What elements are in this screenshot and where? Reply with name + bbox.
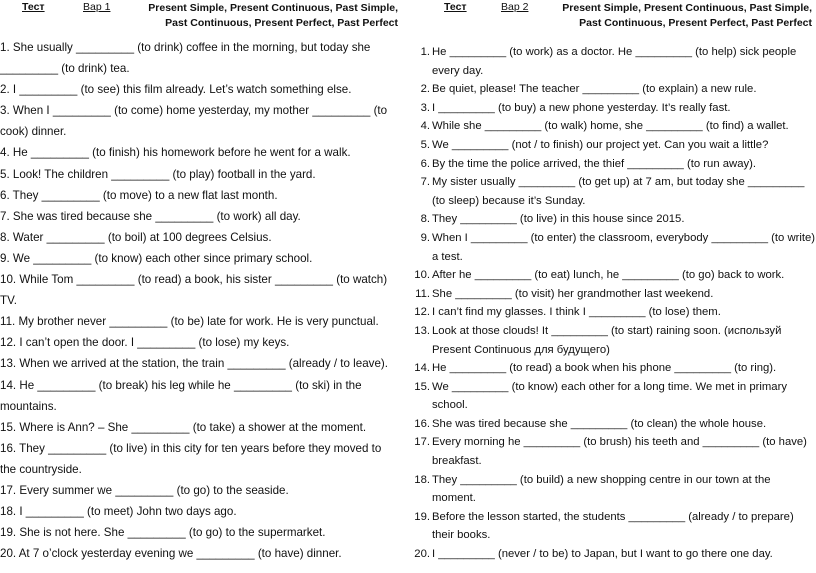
item-number: 9. bbox=[420, 231, 430, 244]
item-text: She _________ (to visit) her grandmother last weekend. bbox=[432, 287, 714, 300]
exercise-item: 1. She usually _________ (to drink) coffee in the morning, but today she _________ (to drink) tea. bbox=[0, 41, 371, 76]
exercise-item bbox=[412, 303, 816, 322]
exercise-item: 11. My brother never _________ (to be) late for work. He is very punctual. bbox=[0, 315, 379, 329]
exercise-item: 4. He _________ (to finish) his homework before he went for a walk. bbox=[0, 146, 351, 160]
item-text: She was tired because she _________ (to clean) the whole house. bbox=[432, 417, 767, 430]
exercise-item: 6. They _________ (to move) to a new flat last month. bbox=[0, 188, 278, 202]
exercise-item: 9. We _________ (to know) each other since primary school. bbox=[0, 251, 313, 265]
exercise-item: 18. I _________ (to meet) John two days ago. bbox=[0, 505, 237, 519]
test-label: Тест bbox=[444, 1, 467, 13]
item-number: 17. bbox=[414, 436, 430, 449]
item-number: 4. bbox=[420, 120, 430, 133]
exercise-item bbox=[412, 359, 816, 378]
item-text: Be quiet, please! The teacher _________ (to explain) a new rule. bbox=[432, 83, 757, 96]
exercise-item: 12. I can’t open the door. I _________ (to lose) my keys. bbox=[0, 336, 290, 350]
item-text: I can’t find my glasses. I think I _________ (to lose) them. bbox=[432, 306, 721, 319]
exercise-item bbox=[412, 229, 816, 266]
item-text: While she _________ (to walk) home, she _________ (to find) a wallet. bbox=[432, 120, 789, 133]
exercise-item: 3. When I _________ (to come) home yesterday, my mother _________ (to cook) dinner. bbox=[0, 104, 388, 139]
exercise-item: 20. At 7 o’clock yesterday evening we _________ (to have) dinner. bbox=[0, 547, 342, 561]
item-number: 14. bbox=[414, 362, 430, 375]
exercise-item: 2. I _________ (to see) this film already. Let’s watch something else. bbox=[0, 83, 352, 97]
exercise-item bbox=[412, 285, 816, 304]
variant-label: Вар 1 bbox=[83, 1, 111, 13]
test-label: Тест bbox=[22, 1, 45, 13]
exercise-item: 13. When we arrived at the station, the train _________ (already / to leave). bbox=[0, 357, 388, 371]
exercise-item: 15. Where is Ann? – She _________ (to take) a shower at the moment. bbox=[0, 420, 367, 434]
item-number: 3. bbox=[420, 101, 430, 114]
item-text: He _________ (to work) as a doctor. He _________ (to help) sick people every day. bbox=[432, 46, 797, 77]
exercise-item bbox=[412, 210, 816, 229]
exercise-item bbox=[412, 117, 816, 136]
item-text: Look at those clouds! It _________ (to start) raining soon. (используй Present Continuous для будущего) bbox=[432, 324, 782, 356]
variant-1-header bbox=[0, 0, 402, 34]
item-text: After he _________ (to eat) lunch, he _________ (to go) back to work. bbox=[432, 269, 785, 282]
variant-label: Вар 2 bbox=[501, 1, 529, 13]
exercise-item bbox=[412, 508, 816, 545]
item-text: They _________ (to build) a new shopping centre in our town at the moment. bbox=[432, 473, 771, 505]
item-number: 10. bbox=[414, 269, 430, 282]
exercise-item: 7. She was tired because she _________ (to work) all day. bbox=[0, 209, 301, 223]
variant-2-column bbox=[412, 0, 816, 561]
exercise-item: 16. They _________ (to live) in this city for ten years before they moved to the countryside. bbox=[0, 441, 382, 476]
exercise-item bbox=[412, 471, 816, 508]
item-number: 13. bbox=[414, 324, 430, 337]
item-number: 1. bbox=[420, 46, 430, 58]
item-number: 20. bbox=[414, 548, 430, 561]
variant-1-exercise-list bbox=[0, 37, 398, 564]
exercise-item: 10. While Tom _________ (to read) a book, his sister _________ (to watch) TV. bbox=[0, 273, 388, 308]
item-text: By the time the police arrived, the thief _________ (to run away). bbox=[432, 157, 757, 170]
exercise-item bbox=[412, 433, 816, 470]
exercise-item: 8. Water _________ (to boil) at 100 degrees Celsius. bbox=[0, 230, 272, 244]
item-text: We _________ (to know) each other for a long time. We met in primary school. bbox=[432, 380, 787, 412]
item-text: Every morning he _________ (to brush) his teeth and _________ (to have) breakfast. bbox=[432, 436, 807, 468]
item-text: We _________ (not / to finish) our project yet. Can you wait a little? bbox=[432, 138, 769, 151]
variant-2-exercise-list bbox=[412, 43, 816, 564]
exercise-item: 19. She is not here. She _________ (to go) to the supermarket. bbox=[0, 526, 326, 540]
exercise-item bbox=[412, 80, 816, 99]
item-number: 7. bbox=[420, 176, 430, 189]
variant-1-title: Present Simple, Present Continuous, Past Simple, Past Continuous, Present Perfect, Past Perfect bbox=[148, 2, 398, 29]
item-number: 18. bbox=[414, 473, 430, 486]
variant-2-header bbox=[412, 0, 816, 34]
exercise-item: 14. He _________ (to break) his leg while he _________ (to ski) in the mountains. bbox=[0, 378, 362, 413]
item-number: 8. bbox=[420, 213, 430, 226]
item-text: They _________ (to live) in this house since 2015. bbox=[432, 213, 685, 226]
item-text: When I _________ (to enter) the classroom, everybody _________ (to write) a test. bbox=[432, 231, 816, 263]
exercise-item: 17. Every summer we _________ (to go) to the seaside. bbox=[0, 483, 289, 497]
item-number: 16. bbox=[414, 417, 430, 430]
item-text: I _________ (never / to be) to Japan, but I want to go there one day. bbox=[432, 548, 773, 561]
item-text: My sister usually _________ (to get up) at 7 am, but today she _________ (to sleep) because it’s Sunday. bbox=[432, 176, 805, 207]
item-number: 11. bbox=[415, 287, 430, 300]
variant-1-column bbox=[0, 0, 402, 561]
variant-2-title: Present Simple, Present Continuous, Past Simple, Past Continuous, Present Perfect, Past Perfect bbox=[562, 2, 812, 29]
exercise-item bbox=[412, 173, 816, 210]
exercise-item bbox=[412, 266, 816, 285]
exercise-item bbox=[412, 136, 816, 155]
exercise-item bbox=[412, 322, 816, 359]
exercise-item bbox=[412, 378, 816, 415]
item-number: 2. bbox=[420, 83, 430, 96]
item-number: 19. bbox=[414, 510, 430, 523]
exercise-item bbox=[412, 43, 816, 80]
exercise-item bbox=[412, 155, 816, 174]
item-number: 6. bbox=[420, 157, 430, 170]
exercise-item bbox=[412, 545, 816, 564]
item-number: 5. bbox=[420, 138, 430, 151]
item-text: Before the lesson started, the students _________ (already / to prepare) their books. bbox=[432, 510, 794, 542]
item-number: 15. bbox=[414, 380, 430, 393]
exercise-item bbox=[412, 415, 816, 434]
item-text: He _________ (to read) a book when his phone _________ (to ring). bbox=[432, 362, 777, 375]
item-number: 12. bbox=[414, 306, 430, 319]
exercise-item bbox=[412, 99, 816, 118]
item-text: I _________ (to buy) a new phone yesterday. It’s really fast. bbox=[432, 101, 731, 114]
exercise-item: 5. Look! The children _________ (to play) football in the yard. bbox=[0, 167, 316, 181]
